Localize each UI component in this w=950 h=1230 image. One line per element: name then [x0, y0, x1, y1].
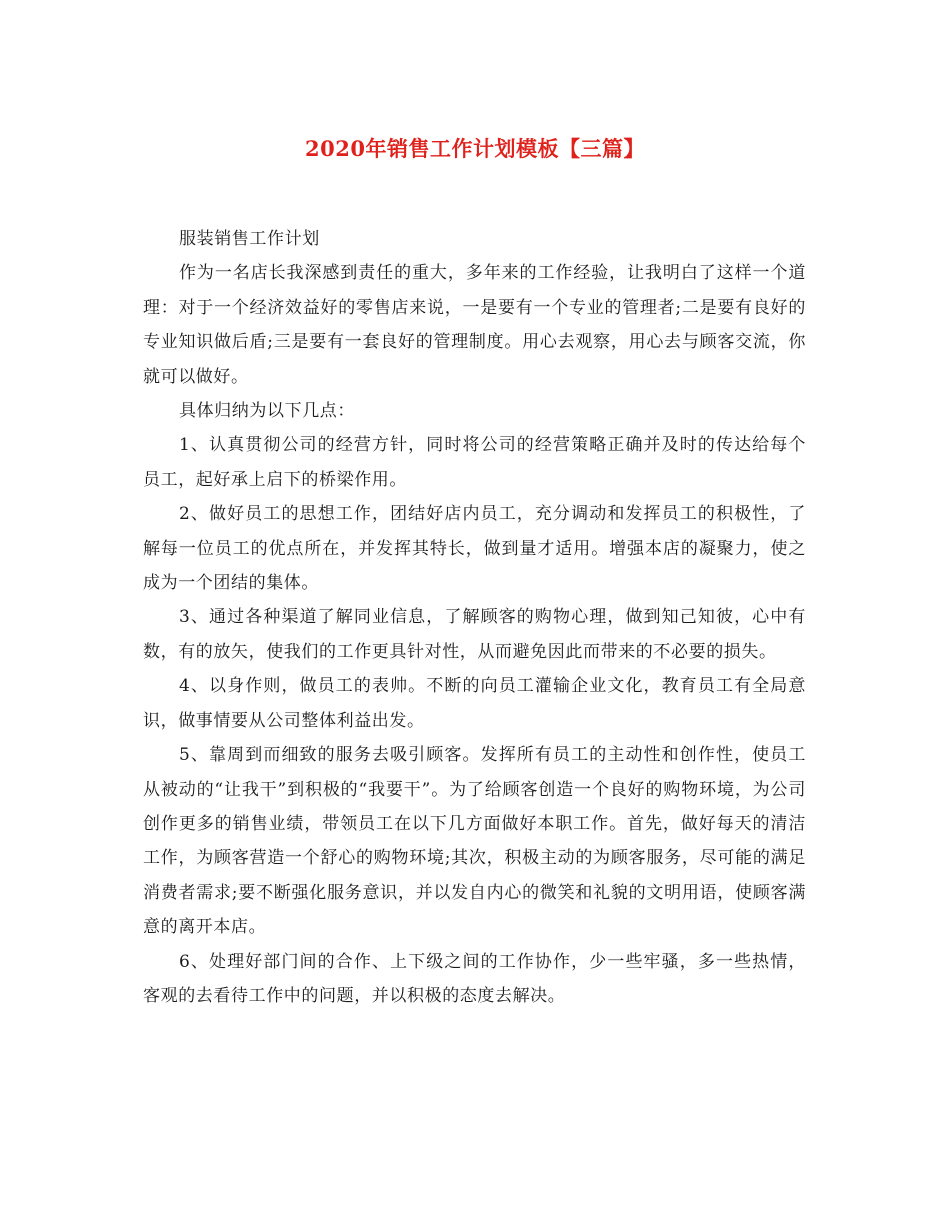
section-heading: 服装销售工作计划	[179, 229, 320, 249]
paragraph-point-6: 6、处理好部门间的合作、上下级之间的工作协作，少一些牢骚，多一些热情，客观的去看待工作中的问题，并以积极的态度去解决。	[143, 951, 806, 1006]
paragraph-point-5: 5、靠周到而细致的服务去吸引顾客。发挥所有员工的主动性和创作性，使员工从被动的“让我干”到积极的“我要干”。为了给顾客创造一个良好的购物环境，为公司创作更多的销售业绩，带领员工在以下几方面做好本职工作。首先，做好每天的清洁工作，为顾客营造一个舒心的购物环境;其次，积极主动的为顾客服务，尽可能的满足消费者需求;要不断强化服务意识，并以发自内心的微笑和礼貌的文明用语，使顾客满意的离开本店。	[143, 745, 806, 938]
document-title: 2020年销售工作计划模板【三篇】	[305, 136, 645, 161]
paragraph-point-1: 1、认真贯彻公司的经营方针，同时将公司的经营策略正确并及时的传达给每个员工，起好承上启下的桥梁作用。	[143, 435, 806, 490]
paragraph-summary-lead: 具体归纳为以下几点：	[179, 401, 355, 422]
paragraph-point-3: 3、通过各种渠道了解同业信息，了解顾客的购物心理，做到知己知彼，心中有数，有的放矢，使我们的工作更具针对性，从而避免因此而带来的不必要的损失。	[143, 607, 806, 662]
document-body	[143, 222, 806, 1013]
paragraph-intro: 作为一名店长我深感到责任的重大，多年来的工作经验，让我明白了这样一个道理：对于一个经济效益好的零售店来说，一是要有一个专业的管理者;二是要有良好的专业知识做后盾;三是要有一套良好的管理制度。用心去观察，用心去与顾客交流，你就可以做好。	[143, 263, 806, 387]
paragraph-point-2: 2、做好员工的思想工作，团结好店内员工，充分调动和发挥员工的积极性，了解每一位员工的优点所在，并发挥其特长，做到量才适用。增强本店的凝聚力，使之成为一个团结的集体。	[143, 504, 806, 594]
paragraph-point-4: 4、以身作则，做员工的表帅。不断的向员工灌输企业文化，教育员工有全局意识，做事情要从公司整体利益出发。	[143, 676, 806, 731]
